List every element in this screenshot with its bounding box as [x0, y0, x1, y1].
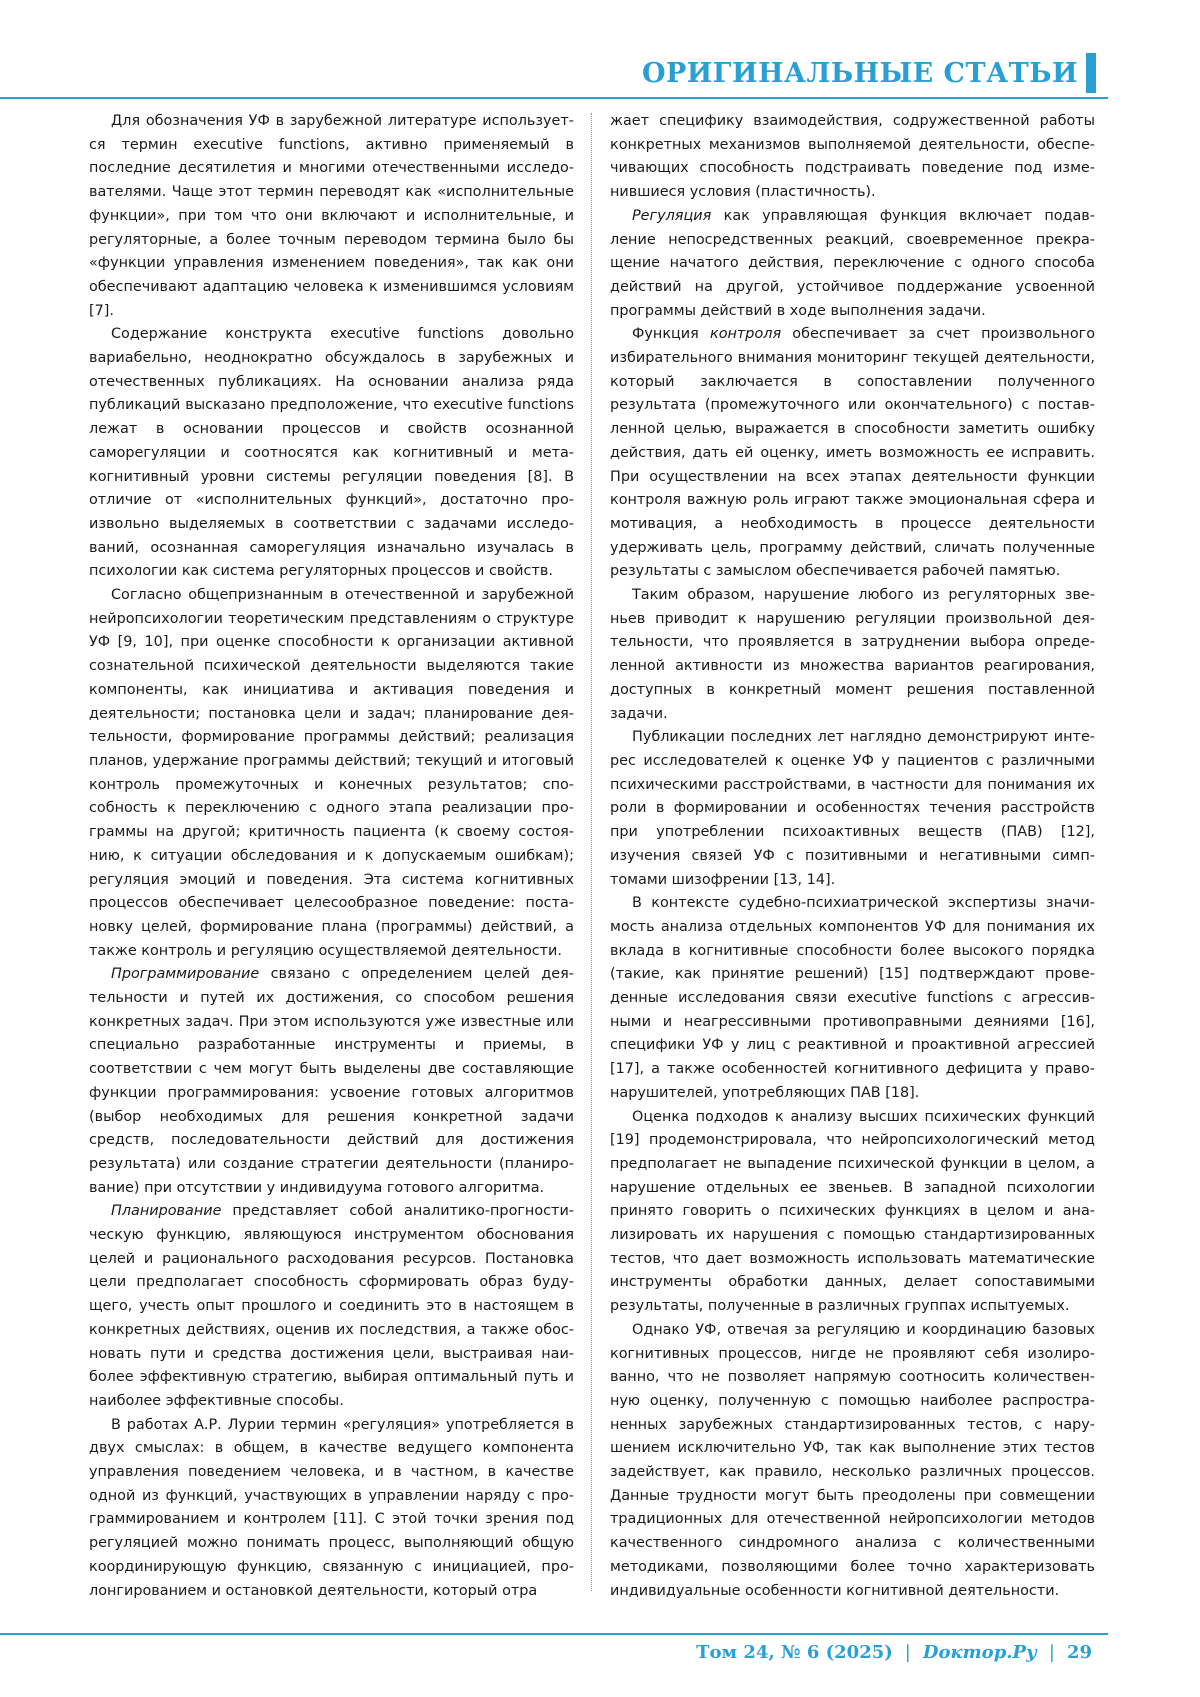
- paragraph: жает специфику взаимодействия, содружественной работы конкретных механизмов выполняемой деятельности, обеспе­чивающих способность подстраивать поведение под изме­нившиеся условия (пластичность).: [610, 110, 1095, 205]
- term-regulation: Регуляция: [632, 208, 711, 224]
- paragraph: [89, 1200, 574, 1413]
- paragraph: В контексте судебно-психиатрической экспертизы значи­мость анализа отдельных компонентов УФ для понимания их вклада в когнитивные способности более высокого порядка (такие, как принятие решений) [15] подтверждают прове­денные исследования связи executive functions с агрессив­ными и неагрессивными противоправными деяниями [16], специфики УФ у лиц с реактивной и проактивной агрессией [17], а также особенностей когнитивного дефицита у право­нарушителей, употребляющих ПАВ [18].: [610, 892, 1095, 1105]
- term-control: контроля: [710, 326, 781, 342]
- paragraph: [610, 205, 1095, 324]
- footer: [696, 1642, 1092, 1663]
- header-accent-bar: [1086, 53, 1096, 93]
- page-number: 29: [1067, 1642, 1092, 1663]
- section-title: ОРИГИНАЛЬНЫЕ СТАТЬИ: [642, 58, 1078, 89]
- footer-separator: |: [905, 1642, 911, 1663]
- paragraph: [610, 323, 1095, 584]
- paragraph: Согласно общепризнанным в отечественной и зарубежной нейропсихологии теоретическим представлениям о структу­ре УФ [9, 10], при оценке способности к организации актив­ной сознательной психической деятельности выделяются такие компоненты, как инициатива и активация поведения и деятельности; постановка цели и задач; планирование дея­тельности, формирование программы действий; реализация планов, удержание программы действий; текущий и итого­вый контроль промежуточных и конечных результатов; спо­собность к переключению с одного этапа реализации про­граммы на другой; критичность пациента (к своему состоя­нию, к ситуации обследования и к допускаемым ошибкам); регуляция эмоций и поведения. Эта система когнитивных процессов обеспечивает целесообразное поведение: поста­новку целей, формирование плана (программы) действий, а также контроль и регуляцию осуществляемой деятельности.: [89, 584, 574, 963]
- paragraph: Таким образом, нарушение любого из регуляторных зве­ньев приводит к нарушению регуляции произвольной дея­тельности, что проявляется в затруднении выбора опреде­ленной активности из множества вариантов реагирования, доступных в конкретный момент решения поставленной задачи.: [610, 584, 1095, 726]
- paragraph-text: как управляющая функция включает подав­ление непосредственных реакций, своевременное прекра­щение начатого действия, переключение с одного способа действий на другой, устойчивое поддержание усвоенной программы действий в ходе выполнения задачи.: [610, 208, 1095, 319]
- term-programming: Программирование: [111, 966, 259, 982]
- left-column: [89, 110, 574, 1603]
- issue-label: Том 24, № 6 (2025): [696, 1642, 893, 1663]
- footer-rule: [0, 1633, 1108, 1635]
- term-planning: Планирование: [111, 1203, 221, 1219]
- journal-logo: Doктор.Ру: [923, 1642, 1037, 1663]
- paragraph: Содержание конструкта executive functions доволь­но вариабельно, неоднократно обсуждалось в зарубеж­ных и отечественных публикациях. На основании анализа ряда публикаций высказано предположение, что executive functions лежат в основании процессов и свойств осознан­ной саморегуляции и соотносятся как когнитивный и мета­когнитивный уровни системы регуляции поведения [8]. В отличие от «исполнительных функций», достаточно про­извольно выделяемых в соответствии с задачами исследо­ваний, осознанная саморегуляция изначально изучалась в психологии как система регуляторных процессов и свойств.: [89, 323, 574, 584]
- header-rule: [0, 97, 1108, 99]
- right-column: [610, 110, 1095, 1603]
- paragraph-text: представляет собой аналитико-прогности­ческую функцию, являющуюся инструментом обоснования целей и рационального расходования ресурсов. Постановка цели предполагает способность сформировать образ буду­щего, учесть опыт прошлого и соединить это в настоящем в конкретных действиях, оценив их последствия, а также обос­новать пути и средства достижения цели, выстраивая наи­более эффективную стратегию, выбирая оптимальный путь и наиболее эффективные способы.: [89, 1203, 574, 1409]
- paragraph-text: связано с определением целей дея­тельности и путей их достижения, со способом решения конкретных задач. При этом используются уже известные или специально разработанные инструменты и приемы, в соответствии с чем могут быть выделены две составляющие функции программирования: усвоение готовых алгорит­мов (выбор необходимых для решения конкретной зада­чи средств, последовательности действий для достижения результата) или создание стратегии деятельности (планиро­вание) при отсутствии у индивидуума готового алгоритма.: [89, 966, 574, 1195]
- paragraph: Однако УФ, отвечая за регуляцию и координацию базовых когнитивных процессов, нигде не проявляют себя изолиро­ванно, что не позволяет напрямую соотносить количествен­ную оценку, полученную с помощью наиболее распростра­ненных зарубежных стандартизированных тестов, с нару­шением исключительно УФ, так как выполнение этих тестов задействует, как правило, несколько различных процессов. Данные трудности могут быть преодолены при совмещении традиционных для отечественной нейропсихологии методов качественного синдромного анализа с количественными методиками, позволяющими более точно характеризовать индивидуальные особенности когнитивной деятельности.: [610, 1319, 1095, 1603]
- column-separator: [591, 113, 592, 1591]
- paragraph: [89, 963, 574, 1200]
- footer-separator: |: [1049, 1642, 1055, 1663]
- paragraph: В работах А.Р. Лурии термин «регуляция» употребляется в двух смыслах: в общем, в качестве ведущего компонента управления поведением человека, и в частном, в качестве одной из функций, участвующих в управлении наряду с про­граммированием и контролем [11]. С этой точки зрения под регуляцией можно понимать процесс, выполняющий общую координирующую функцию, связанную с инициацией, про­лонгированием и остановкой деятельности, который отра­: [89, 1414, 574, 1604]
- paragraph: Публикации последних лет наглядно демонстрируют инте­рес исследователей к оценке УФ у пациентов с различными психическими расстройствами, в частности для понимания их роли в формировании и особенностях течения расстройств при употреблении психоактивных веществ (ПАВ) [12], изучения связей УФ с позитивными и негативными симп­томами шизофрении [13, 14].: [610, 726, 1095, 892]
- paragraph-text: обеспечивает за счет произвольного избирательного внимания мониторинг текущей деятель­ности, который заключается в сопоставлении полученного результата (промежуточного или окончательного) с постав­ленной целью, выражается в способности заметить ошибку действия, дать ей оценку, иметь возможность ее исправить. При осуществлении на всех этапах деятельности функции контроля важную роль играют также эмоциональная сфера и мотивация, а необходимость в процессе деятельности удерживать цель, программу действий, сличать полученные результаты с замыслом обеспечивается рабочей памятью.: [610, 326, 1095, 579]
- paragraph: Оценка подходов к анализу высших психических функций [19] продемонстрировала, что нейропсихологический метод предполагает не выпадение психической функции в целом, а нарушение отдельных ее звеньев. В западной психологии принято говорить о психических функциях в целом и ана­лизировать их нарушения с помощью стандартизированных тестов, что дает возможность использовать математические инструменты обработки данных, делает сопоставимыми результаты, полученные в различных группах испытуемых.: [610, 1106, 1095, 1319]
- paragraph: Для обозначения УФ в зарубежной литературе использует­ся термин executive functions, активно применяемый в последние десятилетия и многими отечественными исследо­вателями. Чаще этот термин переводят как «исполнительные функции», при том что они включают и исполнительные, и регуляторные, а более точным переводом термина было бы «функции управления изменением поведения», так как они обеспечивают адаптацию человека к изменившимся условиям [7].: [89, 110, 574, 323]
- paragraph-text: Функция: [632, 326, 710, 342]
